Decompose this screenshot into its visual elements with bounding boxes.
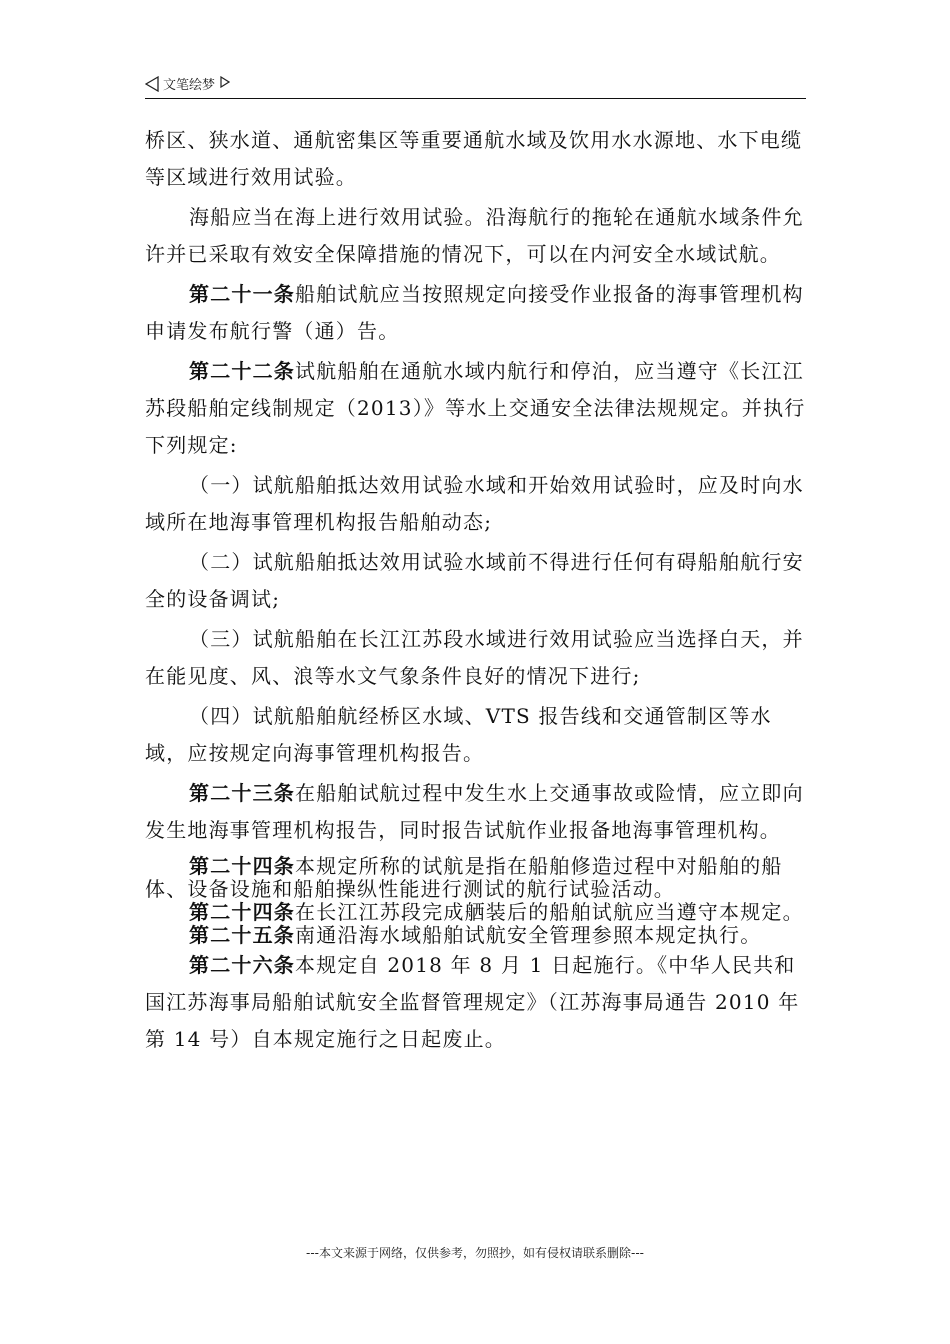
article-number: 第二十一条 [189, 282, 295, 306]
left-triangle-icon [145, 76, 159, 92]
paragraph-sea-trial: 海船应当在海上进行效用试验。沿海航行的拖轮在通航水域条件允许并已采取有效安全保障措施的情况下，可以在内河安全水域试航。 [145, 205, 804, 266]
clause-2: （二）试航船舶抵达效用试验水域前不得进行任何有碍船舶航行安全的设备调试; [145, 550, 804, 611]
article-26: 第二十六条本规定自 2018 年 8 月 1 日起施行。《中华人民共和国江苏海事局船舶试航安全监督管理规定》（江苏海事局通告 2010 年第 14 号）自本规定施行之日起废止。 [145, 953, 800, 1051]
page-header [145, 74, 230, 93]
article-21: 第二十一条船舶试航应当按照规定向接受作业报备的海事管理机构申请发布航行警（通）告。 [145, 282, 804, 343]
article-number: 第二十三条 [189, 781, 295, 805]
article-number: 第二十四条 [189, 900, 295, 924]
article-24b: 第二十四条在长江江苏段完成舾装后的船舶试航应当遵守本规定。 [189, 900, 804, 924]
footer-disclaimer: ---本文来源于网络，仅供参考，勿照抄，如有侵权请联系删除--- [306, 1246, 644, 1260]
article-number: 第二十六条 [189, 953, 295, 977]
header-brand: 文笔绘梦 [163, 78, 216, 93]
article-number: 第二十五条 [189, 923, 295, 947]
header-rule [145, 98, 806, 99]
article-number: 第二十二条 [189, 359, 295, 383]
article-24a: 第二十四条本规定所称的试航是指在船舶修造过程中对船舶的船体、设备设施和船舶操纵性能进行测试的航行试验活动。 [145, 854, 783, 901]
clause-4: （四）试航船舶航经桥区水域、VTS 报告线和交通管制区等水域，应按规定向海事管理机构报告。 [145, 704, 772, 765]
clause-1: （一）试航船舶抵达效用试验水域和开始效用试验时，应及时向水域所在地海事管理机构报告船舶动态; [145, 473, 804, 534]
document-body [145, 122, 807, 1058]
right-triangle-icon [220, 76, 230, 88]
article-23: 第二十三条在船舶试航过程中发生水上交通事故或险情，应立即向发生地海事管理机构报告，同时报告试航作业报备地海事管理机构。 [145, 781, 804, 842]
article-25: 第二十五条南通沿海水域船舶试航安全管理参照本规定执行。 [189, 923, 762, 947]
article-22: 第二十二条试航船舶在通航水域内航行和停泊，应当遵守《长江江苏段船舶定线制规定（2013）》等水上交通安全法律法规规定。并执行下列规定: [145, 359, 806, 457]
article-number: 第二十四条 [189, 854, 295, 878]
clause-3: （三）试航船舶在长江江苏段水域进行效用试验应当选择白天，并在能见度、风、浪等水文气象条件良好的情况下进行; [145, 627, 804, 688]
paragraph-continuation: 桥区、狭水道、通航密集区等重要通航水域及饮用水水源地、水下电缆等区域进行效用试验。 [145, 128, 803, 189]
